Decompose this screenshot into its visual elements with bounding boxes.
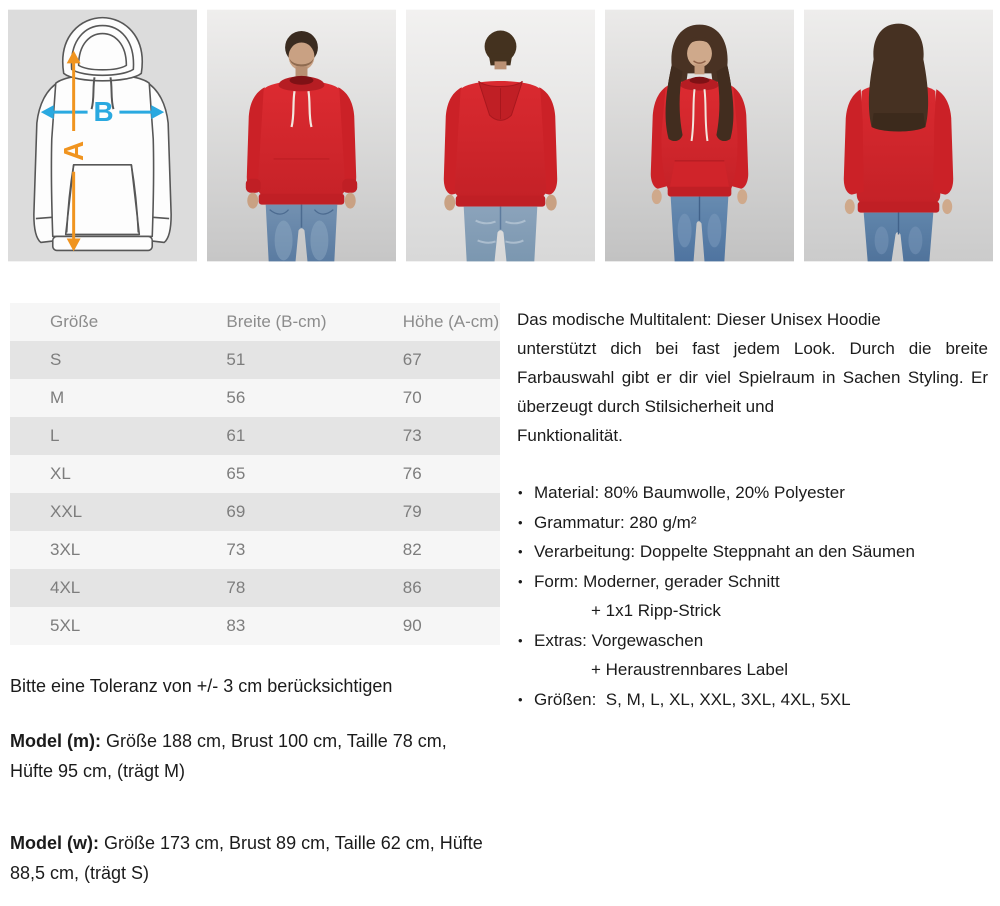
size-cell: XL xyxy=(50,464,71,483)
table-row xyxy=(10,607,500,645)
model-photo-man-back[interactable] xyxy=(406,9,595,262)
column-header-size: Größe xyxy=(50,312,99,331)
table-row xyxy=(10,455,500,493)
width-cell: 56 xyxy=(226,388,246,407)
model-w-info xyxy=(10,828,492,888)
feature-groessen: • Größen: S, M, L, XL, XXL, 3XL, 4XL, 5XL xyxy=(517,685,988,715)
feature-verarbeitung: • Verarbeitung: Doppelte Steppnaht an den Säumen xyxy=(517,537,988,567)
height-cell: 82 xyxy=(402,540,422,559)
intro-line: unterstützt dich bei fast jedem Look. Durch die breite Farbauswahl gibt er dir viel Spielraum in Sachen Styling. Er überzeugt durch Stilsicherheit und xyxy=(517,339,988,416)
size-cell: S xyxy=(50,350,62,369)
feature-list xyxy=(517,478,988,714)
width-cell: 65 xyxy=(226,464,246,483)
man-back-photo-illustration xyxy=(406,9,595,262)
height-cell: 86 xyxy=(402,578,422,597)
table-row xyxy=(10,493,500,531)
intro-line: Das modische Multitalent: Dieser Unisex Hoodie xyxy=(517,310,881,329)
tolerance-note: Bitte eine Toleranz von +/- 3 cm berücksichtigen xyxy=(10,676,393,696)
size-cell: XXL xyxy=(50,502,83,521)
table-row xyxy=(10,569,500,607)
description-column xyxy=(517,303,988,906)
size-cell: 4XL xyxy=(50,578,81,597)
product-intro-paragraph xyxy=(517,305,988,450)
product-details-section xyxy=(0,303,1000,906)
hoodie-measurement-diagram-icon xyxy=(8,9,197,262)
model-photo-woman-front[interactable] xyxy=(605,9,794,262)
size-table xyxy=(10,303,500,645)
height-cell: 70 xyxy=(402,388,422,407)
model-photo-woman-back[interactable] xyxy=(804,9,993,262)
model-photo-man-front[interactable] xyxy=(207,9,396,262)
width-cell: 83 xyxy=(226,616,246,635)
width-cell: 78 xyxy=(226,578,246,597)
size-cell: M xyxy=(50,388,65,407)
column-header-width: Breite (B-cm) xyxy=(226,312,327,331)
feature-extras-extra: + Heraustrennbares Label xyxy=(591,660,789,679)
product-image-strip xyxy=(0,0,1000,262)
woman-front-photo-illustration xyxy=(605,9,794,262)
height-cell: 76 xyxy=(402,464,422,483)
size-table-header-row xyxy=(10,303,500,341)
width-cell: 73 xyxy=(226,540,246,559)
size-chart-column xyxy=(10,303,500,906)
width-label-b: B xyxy=(93,96,114,128)
feature-extras: • Extras: Vorgewaschen xyxy=(517,626,988,656)
model-m-label: Model (m): xyxy=(10,731,101,751)
intro-line: Funktionalität. xyxy=(517,426,623,445)
width-cell: 51 xyxy=(226,350,246,369)
size-diagram-thumbnail[interactable] xyxy=(8,9,197,262)
width-cell: 69 xyxy=(226,502,246,521)
man-front-photo-illustration xyxy=(207,9,396,262)
height-cell: 79 xyxy=(402,502,422,521)
model-w-label: Model (w): xyxy=(10,833,99,853)
model-m-text: Größe 188 cm, Brust 100 cm, Taille 78 cm, Hüfte 95 cm, (trägt M) xyxy=(10,731,447,781)
table-row xyxy=(10,531,500,569)
feature-material: • Material: 80% Baumwolle, 20% Polyester xyxy=(517,478,988,508)
woman-back-photo-illustration xyxy=(804,9,993,262)
size-cell: 3XL xyxy=(50,540,81,559)
height-cell: 67 xyxy=(402,350,422,369)
table-row xyxy=(10,379,500,417)
height-cell: 90 xyxy=(402,616,422,635)
height-label-a: A xyxy=(58,140,90,161)
size-cell: L xyxy=(50,426,60,445)
width-cell: 61 xyxy=(226,426,246,445)
feature-form-extra: + 1x1 Ripp-Strick xyxy=(591,601,721,620)
model-w-text: Größe 173 cm, Brust 89 cm, Taille 62 cm, Hüfte 88,5 cm, (trägt S) xyxy=(10,833,483,883)
feature-grammatur: • Grammatur: 280 g/m² xyxy=(517,508,988,538)
size-cell: 5XL xyxy=(50,616,81,635)
feature-form: • Form: Moderner, gerader Schnitt xyxy=(517,567,988,597)
model-m-info xyxy=(10,726,492,786)
column-header-height: Höhe (A-cm) xyxy=(402,312,500,331)
table-row xyxy=(10,417,500,455)
table-row xyxy=(10,341,500,379)
height-cell: 73 xyxy=(402,426,422,445)
